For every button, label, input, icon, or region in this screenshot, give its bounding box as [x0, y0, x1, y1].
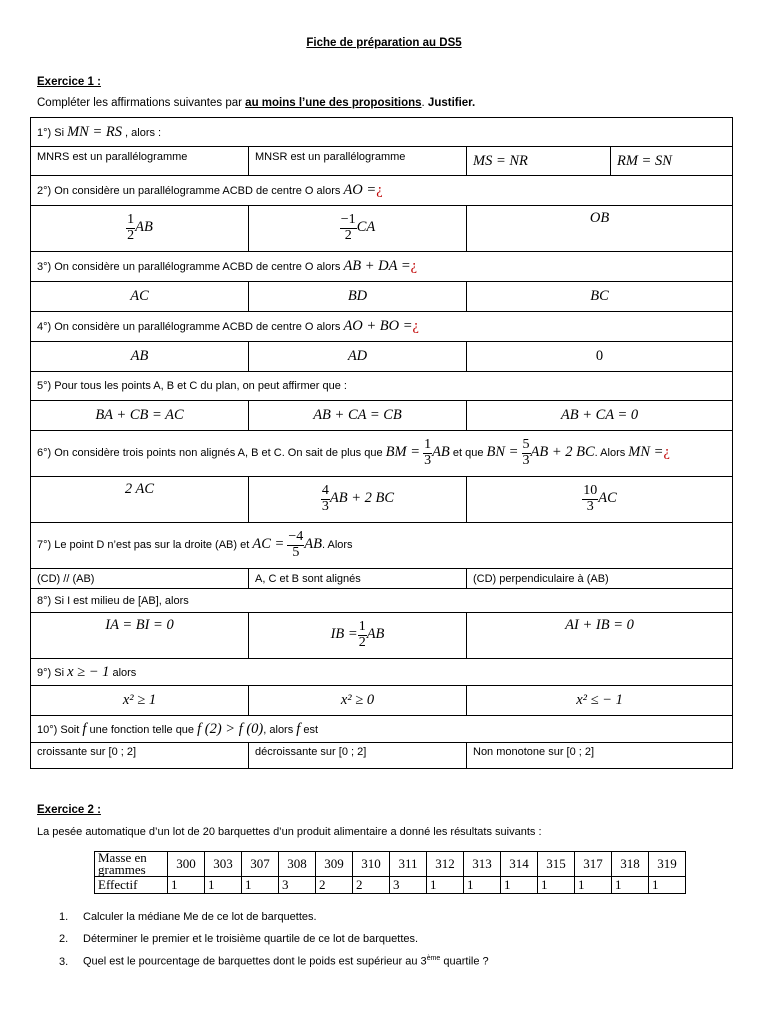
page-title: Fiche de préparation au DS5 [306, 37, 462, 49]
table-cell: 319 [649, 852, 686, 877]
option-math: AC [31, 282, 249, 312]
question-8: 8°) Si I est milieu de [AB], alors [31, 589, 733, 613]
question-5-options [31, 401, 733, 431]
effectif-row [95, 877, 686, 894]
option-math: BD [249, 282, 467, 312]
option-math: x² ≥ 1 [31, 686, 249, 716]
question-6-options [31, 477, 733, 523]
exercise-2-heading: Exercice 2 : [37, 804, 101, 816]
table-cell: 3 [279, 877, 316, 894]
table-cell: 2 [316, 877, 353, 894]
option-math: 0 [467, 342, 733, 372]
option-math: AB + CA = 0 [467, 401, 733, 431]
table-cell: 313 [464, 852, 501, 877]
option-math: AD [249, 342, 467, 372]
option-math: BC [467, 282, 733, 312]
table-cell: 309 [316, 852, 353, 877]
option-math: AB [31, 342, 249, 372]
option-math: AI + IB = 0 [467, 613, 733, 659]
exercise-1-table [30, 117, 733, 769]
question-2-row [31, 176, 733, 206]
question-4: 4°) On considère un parallélogramme ACBD de centre O alors AO + BO =¿ [31, 312, 733, 342]
table-cell: 1 [649, 877, 686, 894]
question-2: 2°) On considère un parallélogramme ACBD de centre O alors AO =¿ [31, 176, 733, 206]
row-header: Masse en grammes [95, 852, 168, 877]
mass-frequency-table [94, 851, 686, 894]
exercise-1-heading: Exercice 1 : [37, 76, 101, 88]
list-item: 2. Déterminer le premier et le troisième quartile de ce lot de barquettes. [59, 933, 419, 945]
question-1-options [31, 147, 733, 176]
table-cell: 311 [390, 852, 427, 877]
question-3: 3°) On considère un parallélogramme ACBD de centre O alors AB + DA =¿ [31, 252, 733, 282]
exercise-2-tasks [59, 911, 489, 977]
question-4-row [31, 312, 733, 342]
table-cell: 318 [612, 852, 649, 877]
question-2-options [31, 206, 733, 252]
table-cell: 1 [427, 877, 464, 894]
table-cell: 317 [575, 852, 612, 877]
question-10-row [31, 716, 733, 743]
option-math: x² ≥ 0 [249, 686, 467, 716]
table-cell: 303 [205, 852, 242, 877]
row-header: Effectif [95, 877, 168, 894]
exercise-1-instructions: Compléter les affirmations suivantes par au moins l’une des propositions. Justifier. [37, 97, 476, 109]
option-text: (CD) perpendiculaire à (AB) [467, 569, 733, 589]
question-3-row [31, 252, 733, 282]
question-10-options [31, 743, 733, 769]
option-math: OB [467, 206, 733, 252]
option-text: Non monotone sur [0 ; 2] [467, 743, 733, 769]
question-6: 6°) On considère trois points non alignés A, B et C. On sait de plus que BM = $\frac{1}{3}$ AB et que BN = $\frac{5}{3}$ AB + 2 BC. Alors MN =¿ [31, 431, 733, 477]
table-cell: 1 [612, 877, 649, 894]
question-3-options [31, 282, 733, 312]
table-cell: 312 [427, 852, 464, 877]
option-math: MS = NR [467, 147, 611, 176]
table-cell: 1 [575, 877, 612, 894]
list-item: 1. Calculer la médiane Me de ce lot de barquettes. [59, 911, 317, 923]
option-math: $\frac{4}{3}$ AB + 2 BC [249, 477, 467, 523]
table-cell: 315 [538, 852, 575, 877]
question-7: 7°) Le point D n’est pas sur la droite (AB) et AC = $\frac{-4}{5}$ AB. Alors [31, 523, 733, 569]
question-4-options [31, 342, 733, 372]
question-9-options [31, 686, 733, 716]
option-math: x² ≤ − 1 [467, 686, 733, 716]
list-item: 3. Quel est le pourcentage de barquettes dont le poids est supérieur au 3ème quartile ? [59, 955, 489, 968]
option-math: RM = SN [611, 147, 733, 176]
mass-row [95, 852, 686, 877]
table-cell: 1 [538, 877, 575, 894]
table-cell: 1 [242, 877, 279, 894]
option-math: BA + CB = AC [31, 401, 249, 431]
option-text: MNSR est un parallélogramme [249, 147, 467, 176]
option-math: IA = BI = 0 [31, 613, 249, 659]
question-10: 10°) Soit f une fonction telle que f (2) > f (0), alors f est [31, 716, 733, 743]
option-text: décroissante sur [0 ; 2] [249, 743, 467, 769]
table-cell: 1 [501, 877, 538, 894]
option-math: AB + CA = CB [249, 401, 467, 431]
table-cell: 310 [353, 852, 390, 877]
question-7-row [31, 523, 733, 569]
question-6-row [31, 431, 733, 477]
table-cell: 1 [464, 877, 501, 894]
question-5: 5°) Pour tous les points A, B et C du plan, on peut affirmer que : [31, 372, 733, 401]
question-8-row [31, 589, 733, 613]
option-math: IB = $\frac{1}{2}$ AB [249, 613, 467, 659]
question-9-row [31, 659, 733, 686]
table-cell: 300 [168, 852, 205, 877]
table-cell: 1 [205, 877, 242, 894]
question-1-row [31, 118, 733, 147]
exercise-2-intro: La pesée automatique d’un lot de 20 barquettes d’un produit alimentaire a donné les résultats suivants : [37, 826, 542, 838]
table-cell: 3 [390, 877, 427, 894]
option-text: MNRS est un parallélogramme [31, 147, 249, 176]
table-cell: 307 [242, 852, 279, 877]
table-cell: 314 [501, 852, 538, 877]
table-cell: 308 [279, 852, 316, 877]
question-1: 1°) Si MN = RS , alors : [31, 118, 733, 147]
question-8-options [31, 613, 733, 659]
question-9: 9°) Si x ≥ − 1 alors [31, 659, 733, 686]
question-7-options [31, 569, 733, 589]
option-math: 2 AC [31, 477, 249, 523]
option-text: (CD) // (AB) [31, 569, 249, 589]
question-5-row [31, 372, 733, 401]
option-math: $\frac{-1}{2}$ CA [249, 206, 467, 252]
option-text: croissante sur [0 ; 2] [31, 743, 249, 769]
table-cell: 1 [168, 877, 205, 894]
table-cell: 2 [353, 877, 390, 894]
option-math: $\frac{1}{2}$ AB [31, 206, 249, 252]
option-math: $\frac{10}{3}$ AC [467, 477, 733, 523]
option-text: A, C et B sont alignés [249, 569, 467, 589]
